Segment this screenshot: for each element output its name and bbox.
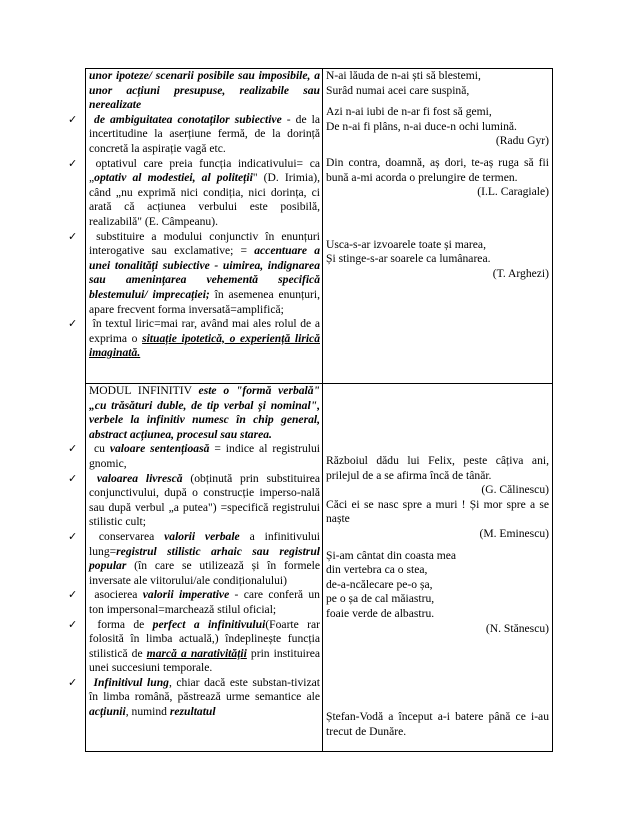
quote-source: (T. Arghezi) <box>492 266 549 280</box>
list-item: ✓ valoarea livrescă (obținută prin substituirea conjunctivului, după o construcție imperso-nală sau după verbul „a putea") =specifică registrului stilistic cult; <box>68 471 320 529</box>
list-item: ✓ în textul liric=mai rar, având mai ales rolul de a exprima o situație ipotetică, o experiență lirică imaginată. <box>68 317 320 360</box>
quote-line: Usca-s-ar izvoarele toate și marea, <box>326 237 486 251</box>
list-item: ✓ cu valoare sentențioasă = indice al registrului gnomic, <box>68 442 321 470</box>
quote-line: din vertebra ca o stea, <box>326 563 428 577</box>
quote-text: Războiul dădu lui Felix, peste câțiva ani, prilejul de a se afirma încă de tânăr. <box>326 454 549 482</box>
list-item: ✓ forma de perfect a infinitivului(Foarte rar folosită în limba actuală,) îndeplinește funcția stilistică de marcă a narativității prin instituirea unei succesiuni temporale. <box>68 617 320 675</box>
list-item: ✓ de ambiguitatea conotaților subiective - de la incertitudine la aserțiune fermă, de la dorință concretă la aspirație vagă etc. <box>68 112 320 155</box>
quote-line: foaie verde de albastru. <box>326 606 435 620</box>
quote-line: Surâd numai acei care suspină, <box>326 83 470 97</box>
theory-cell <box>68 69 323 384</box>
table-row <box>86 384 553 752</box>
checkmark-icon: ✓ <box>68 471 78 485</box>
quote-line: N-ai lăuda de n-ai ști să blestemi, <box>326 69 481 82</box>
quote-line: Azi n-ai iubi de n-ar fi fost să gemi, <box>326 105 492 119</box>
examples-cell <box>323 69 553 384</box>
checkmark-icon: ✓ <box>68 229 78 243</box>
checkmark-icon: ✓ <box>68 529 78 543</box>
quote-line: de-a-ncălecare pe-o șa, <box>326 577 433 591</box>
list-item: ✓ Infinitivul lung, chiar dacă este substan-tivizat în limba română, păstrează urme semantice ale acțiunii, numind rezultatul <box>68 675 321 719</box>
checkmark-icon: ✓ <box>68 675 78 689</box>
list-item: ✓ substituire a modului conjunctiv în enunțuri interogative sau exclamative; = accentuare a unei tonalități subiective - uimirea, indignarea sau amenințarea vehementă specifică blestemului/ imprecației; în asemenea enunțuri, apare frecvent forma inversată=amplifică; <box>68 229 321 316</box>
quote-text: Căci ei se nasc spre a muri ! Și mor spre a se naște <box>326 497 549 526</box>
quote-source: (N. Stănescu) <box>485 621 549 635</box>
quote-source: (I.L. Caragiale) <box>477 185 549 199</box>
list-item: ✓ asocierea valorii imperative - care conferă un ton impersonal=marchează stilul oficial; <box>68 588 320 616</box>
quote-line: pe o șa de cal măiastru, <box>326 592 435 606</box>
section-heading: MODUL INFINITIV este o "formă verbală" „cu trăsături duble, de tip verbal și nominal", verbele la infinitiv numesc în chip general, abstract acțiunea, procesul sau starea. <box>89 384 320 441</box>
checkmark-icon: ✓ <box>68 317 78 331</box>
quote-text: Ștefan-Vodă a început a-i batere până ce i-au trecut de Dunăre. <box>326 710 549 738</box>
quote-line: De n-ai fi plâns, n-ai duce-n ochi lumină. <box>326 119 517 133</box>
list-item: ✓ conservarea valorii verbale a infinitivului lung=registrul stilistic arhaic sau registrul popular (în care se utilizează și în formele inversate ale viitorului/ale condiționalului) <box>68 529 320 587</box>
quote-line: Și-am cântat din coasta mea <box>326 548 457 562</box>
checkmark-icon: ✓ <box>68 588 78 602</box>
content-table <box>68 68 553 752</box>
intro-text: unor ipoteze/ scenarii posibile sau imposibile, a unor acțiuni presupuse, realizabile sau nerealizate <box>89 69 320 112</box>
quote-line: Și stinge-s-ar soarele ca lumânarea. <box>326 252 491 266</box>
table-row <box>86 69 553 384</box>
checkmark-icon: ✓ <box>68 617 78 631</box>
checkmark-icon: ✓ <box>68 156 78 170</box>
theory-cell <box>68 384 323 752</box>
quote-source: (G. Călinescu) <box>481 483 549 497</box>
quote-text: Din contra, doamnă, aș dori, te-aș ruga să fii bună a-mi acorda o prelungire de termen. <box>326 155 549 184</box>
examples-cell <box>323 384 553 752</box>
checkmark-icon: ✓ <box>68 112 78 126</box>
quote-source: (M. Eminescu) <box>479 526 549 540</box>
checkmark-icon: ✓ <box>68 442 78 456</box>
quote-source: (Radu Gyr) <box>495 134 549 148</box>
list-item: ✓ optativul care preia funcția indicativului= ca „optativ al modestiei, al politeții" (D. Irimia), când „nu exprimă nici condiția, nici dorința, ci arată că acțiunea verbului este posibilă, realizabilă" (E. Câmpeanu). <box>68 156 320 228</box>
